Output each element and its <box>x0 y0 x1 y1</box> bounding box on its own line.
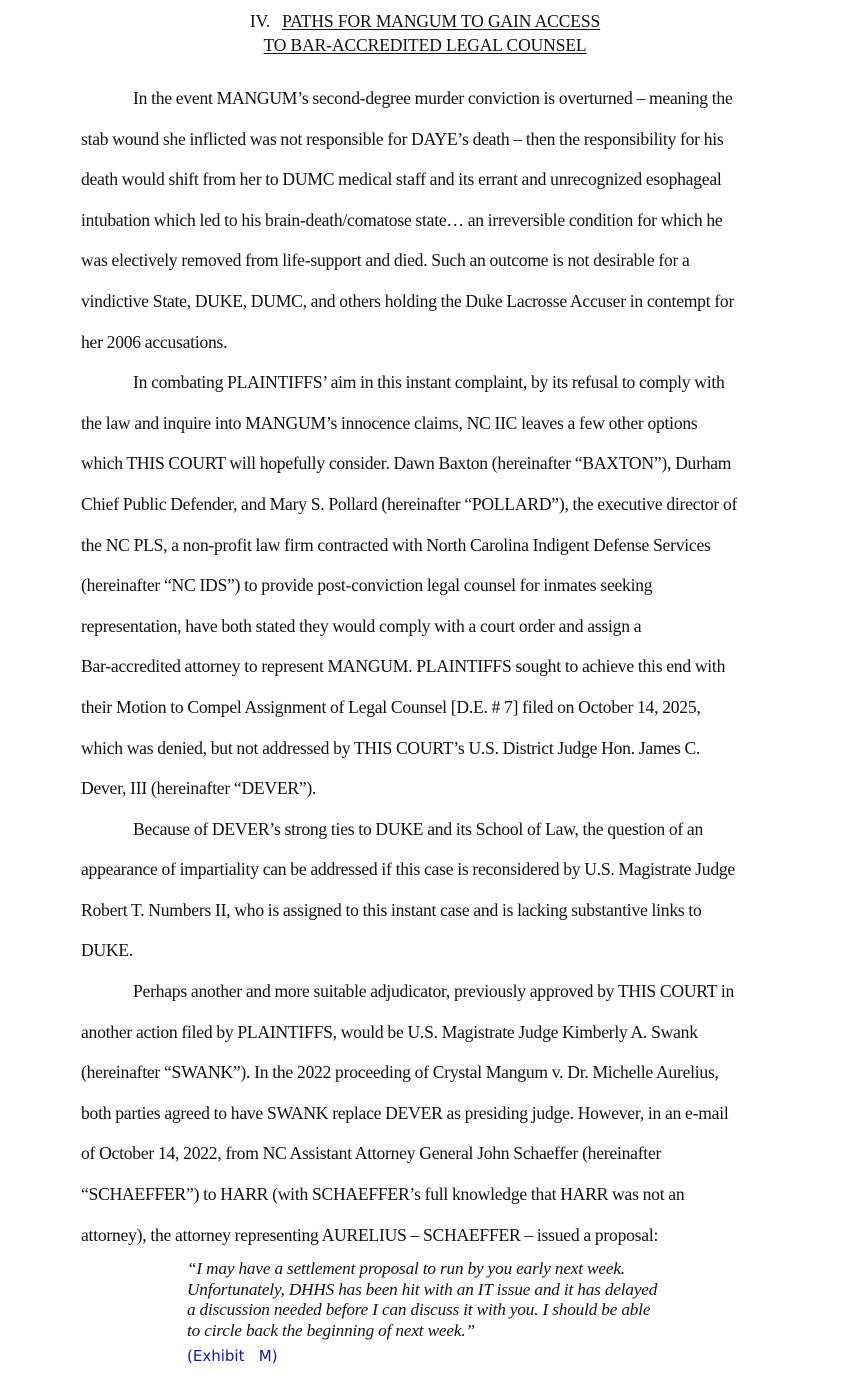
text-line: which was denied, but not addressed by THIS COURT’s U.S. District Judge Hon. James C. <box>81 737 701 758</box>
text-line: (hereinafter “SWANK”). In the 2022 proceeding of Crystal Mangum v. Dr. Michelle Aurelius, <box>81 1062 719 1083</box>
text-line: DUKE. <box>81 940 134 961</box>
block-quote <box>187 1259 707 1341</box>
text-line: of October 14, 2022, from NC Assistant Attorney General John Schaeffer (hereinafter <box>81 1143 662 1164</box>
heading-title-line-1: PATHS FOR MANGUM TO GAIN ACCESS <box>282 11 601 31</box>
text-line: appearance of impartiality can be addressed if this case is reconsidered by U.S. Magistrate Judge <box>81 859 735 880</box>
document-body <box>81 78 771 1255</box>
paragraph-2 <box>81 362 771 809</box>
text-line: intubation which led to his brain-death/comatose state… an irreversible condition for which he <box>81 209 723 230</box>
text-line: Bar-accredited attorney to represent MANGUM. PLAINTIFFS sought to achieve this end with <box>81 656 726 677</box>
text-line: their Motion to Compel Assignment of Legal Counsel [D.E. # 7] filed on October 14, 2025, <box>81 696 701 717</box>
text-line: Because of DEVER’s strong ties to DUKE and its School of Law, the question of an <box>133 818 704 839</box>
paragraph-3 <box>81 809 771 971</box>
heading-line-2 <box>0 33 850 57</box>
text-line: the NC PLS, a non-profit law firm contracted with North Carolina Indigent Defense Services <box>81 534 711 555</box>
text-line: In combating PLAINTIFFS’ aim in this instant complaint, by its refusal to comply with <box>133 372 725 393</box>
text-line: vindictive State, DUKE, DUMC, and others holding the Duke Lacrosse Accuser in contempt for <box>81 290 735 311</box>
heading-title-line-2: TO BAR-ACCREDITED LEGAL COUNSEL <box>263 35 587 55</box>
text-line: Dever, III (hereinafter “DEVER”). <box>81 778 317 799</box>
quote-line: Unfortunately, DHHS has been hit with an IT issue and it has delayed <box>187 1279 658 1299</box>
text-line: was electively removed from life-support and died. Such an outcome is not desirable for a <box>81 250 690 271</box>
quote-line: to circle back the beginning of next week.” <box>187 1320 475 1340</box>
text-line: Perhaps another and more suitable adjudicator, previously approved by THIS COURT in <box>133 981 735 1002</box>
text-line: the law and inquire into MANGUM’s innocence claims, NC IIC leaves a few other options <box>81 412 698 433</box>
paragraph-1 <box>81 78 771 362</box>
quote-line: “I may have a settlement proposal to run by you early next week. <box>187 1259 625 1278</box>
section-heading <box>0 9 850 57</box>
text-line: stab wound she inflicted was not responsible for DAYE’s death – then the responsibility for his <box>81 128 724 149</box>
exhibit-link[interactable]: (Exhibit M) <box>187 1347 278 1365</box>
text-line: attorney), the attorney representing AURELIUS – SCHAEFFER – issued a proposal: <box>81 1224 659 1245</box>
text-line: Robert T. Numbers II, who is assigned to this instant case and is lacking substantive links to <box>81 899 702 920</box>
text-line: Chief Public Defender, and Mary S. Pollard (hereinafter “POLLARD”), the executive director of <box>81 493 738 514</box>
section-number: IV. <box>249 11 271 31</box>
heading-line-1 <box>0 9 850 33</box>
text-line: another action filed by PLAINTIFFS, would be U.S. Magistrate Judge Kimberly A. Swank <box>81 1021 698 1042</box>
text-line: both parties agreed to have SWANK replace DEVER as presiding judge. However, in an e-mail <box>81 1102 729 1123</box>
text-line: representation, have both stated they would comply with a court order and assign a <box>81 615 642 636</box>
text-line: which THIS COURT will hopefully consider. Dawn Baxton (hereinafter “BAXTON”), Durham <box>81 453 732 474</box>
text-line: In the event MANGUM’s second-degree murder conviction is overturned – meaning the <box>133 88 733 108</box>
text-line: death would shift from her to DUMC medical staff and its errant and unrecognized esophageal <box>81 169 722 190</box>
text-line: her 2006 accusations. <box>81 331 228 352</box>
paragraph-4 <box>81 971 771 1255</box>
text-line: “SCHAEFFER”) to HARR (with SCHAEFFER’s full knowledge that HARR was not an <box>81 1184 685 1205</box>
text-line: (hereinafter “NC IDS”) to provide post-conviction legal counsel for inmates seeking <box>81 575 653 596</box>
quote-line: a discussion needed before I can discuss it with you. I should be able <box>187 1300 651 1319</box>
